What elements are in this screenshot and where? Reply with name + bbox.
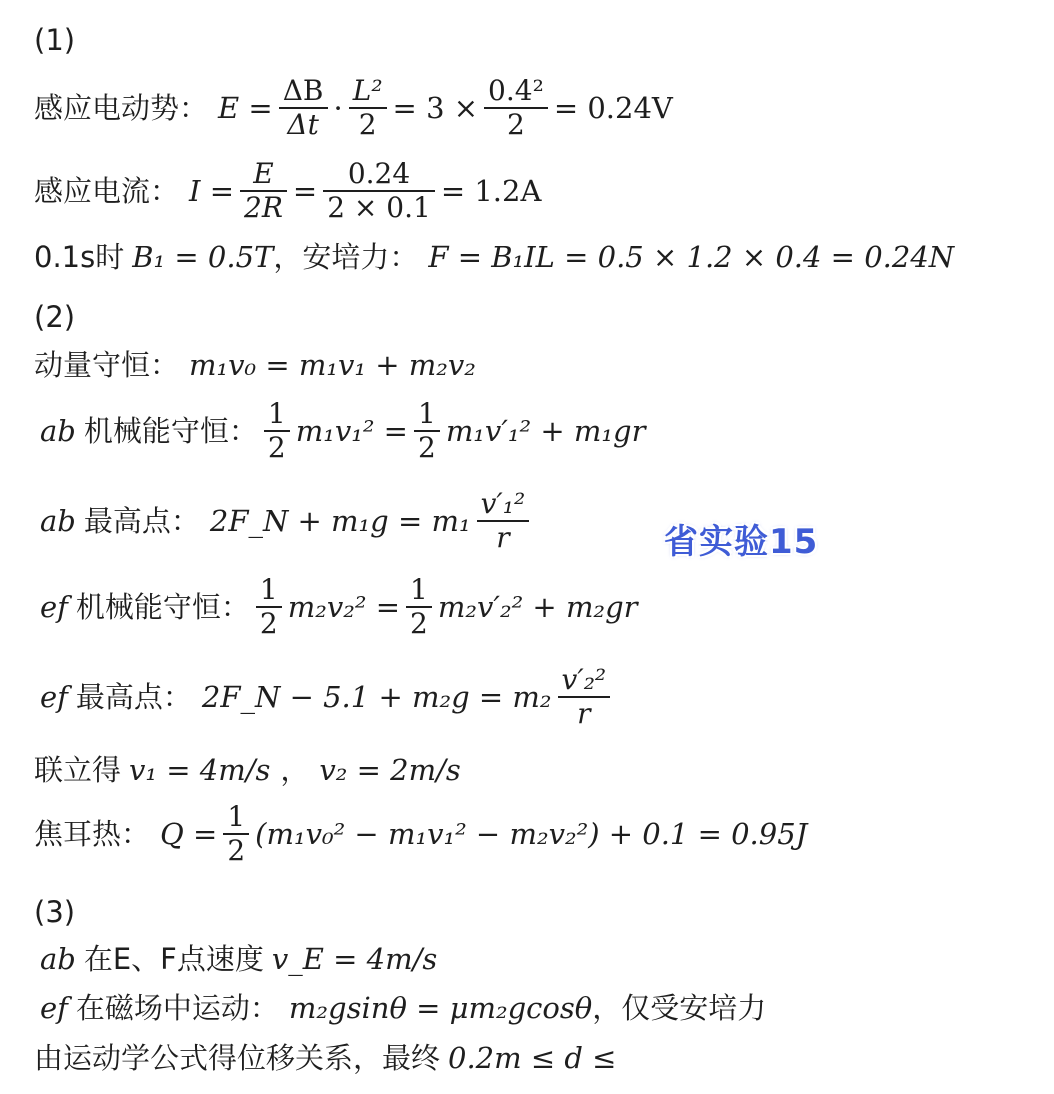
heat-half: $\frac{1}{2}$: [223, 801, 249, 867]
current-line: 感应电流： I = $\frac{E}{2R}$ = $\frac{0.24}{2 \times 0.1}$ = 1.2A: [34, 156, 542, 224]
emf-fraction-2: $\frac{\text{L²}}{2}$: [349, 75, 387, 141]
p3-line-2: ef 在磁场中运动： m₂gsinθ = μm₂gcosθ ，仅受安培力: [40, 991, 767, 1025]
ef-mech-line: ef 机械能守恒： $\frac{1}{2}$ m₂v₂² = $\frac{1}{2}$ m₂v′₂² + m₂gr: [40, 572, 638, 640]
emf-fraction-1: $\frac{\Delta B}{\Delta t}$: [279, 75, 328, 141]
emf-fraction-3: $\frac{\text{0.4²}}{2}$: [484, 75, 548, 141]
current-label: 感应电流：: [34, 173, 180, 208]
p3-line-1: ab 在E、F点速度 v_E = 4m/s: [40, 942, 438, 976]
ef-mech-half-2: $\frac{1}{2}$: [406, 574, 432, 640]
part1-label: (1): [34, 23, 76, 57]
watermark: 省实验15: [664, 522, 819, 562]
part3-label: (3): [34, 895, 76, 929]
ab-mech-line: ab 机械能守恒： $\frac{1}{2}$ m₁v₁² = $\frac{1}{2}$ m₁v′₁² + m₁gr: [40, 396, 646, 464]
ef-top-fraction: $\frac{\text{v′₂²}}{r}$: [558, 664, 611, 730]
ab-top-fraction: $\frac{\text{v′₁²}}{r}$: [477, 488, 530, 554]
part2-label: (2): [34, 300, 76, 334]
force-line: 0.1s时 B₁ = 0.5T ，安培力： F = B₁IL = 0.5 × 1.2 × 0.4 = 0.24N: [34, 240, 955, 274]
heat-line: 焦耳热： Q = $\frac{1}{2}$ (m₁v₀² − m₁v₁² − m₂v₂²) + 0.1 = 0.95J: [34, 799, 808, 867]
ef-mech-half-1: $\frac{1}{2}$: [256, 574, 282, 640]
ab-top-line: ab 最高点： 2F_N + m₁g = m₁ $\frac{\text{v′₁²}}{r}$: [34, 481, 535, 561]
emf-line: 感应电动势： E = $\frac{\Delta B}{\Delta t}$ · $\frac{\text{L²}}{2}$ = 3 × $\frac{\text{0.4²}}{2}$ = 0.24V: [34, 73, 673, 141]
momentum-line: 动量守恒： m₁v₀ = m₁v₁ + m₂v₂: [34, 348, 476, 382]
ab-mech-half-1: $\frac{1}{2}$: [264, 398, 290, 464]
emf-label: 感应电动势：: [34, 90, 209, 125]
momentum-equation: m₁v₀ = m₁v₁ + m₂v₂: [189, 348, 476, 382]
current-result: = 1.2A: [440, 173, 542, 208]
emf-result: = 0.24V: [553, 90, 673, 125]
p3-line-3: 由运动学公式得位移关系，最终 0.2m ≤ d ≤: [34, 1041, 617, 1075]
current-fraction-2: $\frac{0.24}{2 \times 0.1}$: [323, 158, 435, 224]
solution-line: 联立得 v₁ = 4m/s ， v₂ = 2m/s: [34, 753, 461, 787]
heat-equation: (m₁v₀² − m₁v₁² − m₂v₂²) + 0.1 = 0.95J: [255, 816, 808, 851]
ab-mech-half-2: $\frac{1}{2}$: [414, 398, 440, 464]
current-fraction-1: $\frac{E}{2R}$: [240, 158, 287, 224]
force-equation: F = B₁IL = 0.5 × 1.2 × 0.4 = 0.24N: [428, 240, 955, 274]
ef-top-line: ef 最高点： 2F_N − 5.1 + m₂g = m₂ $\frac{\text{v′₂²}}{r}$: [34, 657, 616, 737]
